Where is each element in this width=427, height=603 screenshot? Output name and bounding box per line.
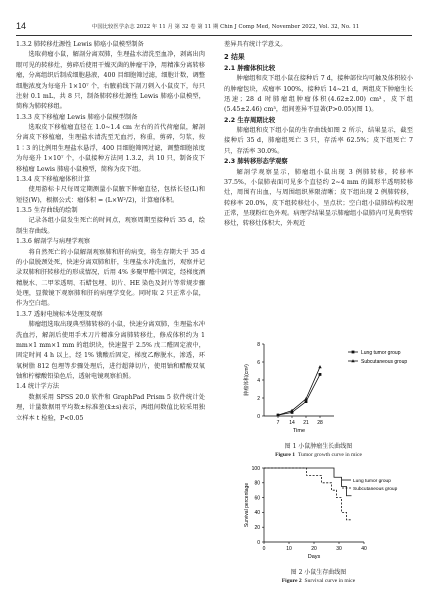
y-tick-label: 4 xyxy=(257,377,260,384)
x-tick-label: 10 xyxy=(286,546,292,552)
y-axis-label: 肿瘤体积(cm³) xyxy=(244,364,250,396)
data-point xyxy=(305,400,308,403)
paragraph: 选取荷瘤小鼠，解剖分离双肺，生理盐水清洗至血净，剥离出肉眼可见的转移灶，剪碎后使用干燥灭菌的肿瘤干净，用精准分离转移瘤，分离组织后制成细胞悬液，400 目细胞筛过滤，细胞计数，调整细胞浓度为每毫升 1×10⁷ 个，右腋前线下剖刀刺入小鼠皮下，每只注射 0.1 mL，共 8 只，制备肺转移灶源性 Lewis 肺癌小鼠模型，简称为肺转移组。 xyxy=(16,51,205,111)
paragraph: 肿瘤组和皮下组小鼠在接种后 7 d，接种部位均可触及体积较小的肿瘤包块，成瘤率 100%，接种后 14~21 d，两组皮下肿瘤生长迅速；28 d 时肺瘤组肿瘤体积(4.62±2.00) cm³，皮下组(5.45±2.46) cm³，组间差异不显著(P>0.05)(图 1)。 xyxy=(224,75,413,114)
section-heading: 1.3.6 解剖学与病理学观察 xyxy=(16,238,91,246)
x-tick-label: 0 xyxy=(262,546,266,552)
x-tick-label: 14 xyxy=(289,420,295,426)
figure-1-caption-cn: 图 1 小鼠肿瘤生长曲线图 xyxy=(284,443,353,450)
x-axis-label: Time xyxy=(292,428,306,434)
survival-line-2 xyxy=(264,468,352,520)
section-heading: 1.3.3 皮下移植瘤 Lewis 肺癌小鼠模型制备 xyxy=(16,113,138,121)
legend-marker xyxy=(352,351,355,354)
right-column xyxy=(224,40,413,230)
series-line-2 xyxy=(278,367,320,415)
paragraph: 数据采用 SPSS 20.0 软件和 GraphPad Prism 5 软件统计处理，计量数据用平均数±标准差(x̄±s)表示，两组间数值比较采用独立样本 t 检验，P<0.05 xyxy=(16,393,205,422)
header-rule xyxy=(16,35,412,36)
data-point xyxy=(319,373,322,376)
x-tick-label: 40 xyxy=(361,546,367,552)
legend-label: Lung tumor group xyxy=(353,478,391,484)
left-column xyxy=(16,40,205,424)
figure-1-label: Figure 1 xyxy=(275,452,296,458)
paragraph: 肺瘤组选取出现典型肺转移的小鼠，快速分离双肺，生理盐水冲洗血污，解剖后使用手术刀片精准分离肺转移灶，修成体积约为 1 mm×1 mm×1 mm 的组织块，快速置于 2.5% 戊二醛固定液中，固定时间 4 h 以上，经 1% 锇酸后固定，梯度乙醇脱水，渗透，环氧树脂 812 包埋等步骤处理后，进行超薄切片，使用铀和醋酸双氧铀和柠檬酸铅染色后，透射电镜观察拍照。 xyxy=(16,321,205,380)
y-tick-label: 40 xyxy=(254,510,260,517)
y-tick-label: 20 xyxy=(254,525,260,531)
x-tick-label: 30 xyxy=(336,546,342,552)
x-axis-label: Days xyxy=(307,554,321,560)
section-heading: 1.3.2 肺转移灶源性 Lewis 肺癌小鼠模型制备 xyxy=(16,41,144,48)
page-number: 14 xyxy=(16,21,27,31)
paragraph: 选取皮下移植瘤直径在 1.0~1.4 cm 左右的首代荷瘤鼠，解剖分离皮下移植瘤，生理盐水清洗至无血污，称重，剪碎，匀浆，按 1∶3 的比例用生理盐水悬浮，400 目细胞筛网过滤，调整细胞浓度为每毫升 1×10⁷ 个，小鼠接种方法同 1.3.2，共 10 只，制备皮下移植瘤 Lewis 肺癌小鼠模型，简称为皮下组。 xyxy=(16,124,205,173)
legend-label: Subcutaneous group xyxy=(361,358,408,365)
figure-2-caption-cn: 图 2 小鼠生存曲线图 xyxy=(290,569,347,576)
y-tick-label: 2 xyxy=(257,395,260,402)
section-heading: 2.1 肿瘤体积比较 xyxy=(224,64,276,72)
figure-2-caption-text: Survival curve in mice xyxy=(304,578,356,584)
y-tick-label: 8 xyxy=(257,341,260,348)
y-tick-label: 6 xyxy=(257,359,260,366)
section-heading: 1.3.5 生存曲线的绘制 xyxy=(16,207,78,214)
paragraph: 记录各组小鼠发生死亡的时间点，观察周期至接种后 35 d，绘制生存曲线。 xyxy=(16,217,205,235)
section-heading: 2.2 生存周期比较 xyxy=(224,116,276,124)
data-point xyxy=(318,365,321,368)
figure-2-caption-en xyxy=(224,577,413,585)
y-tick-label: 60 xyxy=(254,495,260,502)
x-tick-label: 21 xyxy=(303,420,309,426)
paragraph: 解剖学观察显示，肺瘤组小鼠出现 3 例肺转移，转移率 37.5%，小鼠肺表面可见多个直径约 2~4 mm 的圆形半透明转移灶，周围有出血，与周围组织界限清晰；皮下组出现 2 例肺转移，转移率 20.0%，皮下组转移灶小，呈点状；空白组小鼠肺结构纹理正常，呈现粉红色外观。病理学结果显示肺瘤组小鼠肺内可见典型转移灶，转移灶体积大，外观近 xyxy=(224,168,413,228)
figure-1 xyxy=(224,336,413,459)
x-tick-label: 7 xyxy=(276,420,280,426)
survival-chart xyxy=(224,460,413,564)
legend-label: Subcutaneous group xyxy=(353,486,398,492)
y-axis-label: Survival percentage xyxy=(244,482,250,528)
paragraph: 使用游标卡尺每周定期测量小鼠腋下肿瘤直径，包括长径(L)和短径(W)，根据公式：瘤体积 = (L×W²/2)，计算瘤体积。 xyxy=(16,186,205,204)
figure-1-caption-en xyxy=(224,451,413,459)
y-tick-label: 80 xyxy=(254,480,260,487)
section-heading: 2.3 肺转移形态学观察 xyxy=(224,158,288,166)
x-tick-label: 20 xyxy=(311,546,317,552)
y-tick-label: 100 xyxy=(251,465,260,472)
tumor-growth-chart xyxy=(224,336,413,438)
paragraph: 差异具有统计学意义。 xyxy=(224,41,287,48)
legend-label: Lung tumor group xyxy=(361,349,401,356)
figure-2-label: Figure 2 xyxy=(281,578,302,584)
journal-header: 中国比较医学杂志 2022 年 11 月 第 32 卷 第 11 期 Chin J Comp Med, November 2022, Vol. 32, No. 11 xyxy=(92,24,360,30)
paragraph: 将自然死亡的小鼠解剖观察肺和肝的病变，将生存期大于 35 d 的小鼠脱颈处死，快速分离双肺和肝，生理盐水冲洗血污，观察并记录双肺和肝转移灶的形成情况，后用 4% 多聚甲醛中固定，经梯度酒精脱水、二甲苯透明、石蜡包埋、切片、HE 染色及封片等常规步骤处理，显微镜下观察肺和肝的病理学变化。同时取 2 只正常小鼠，作为空白组。 xyxy=(16,248,205,308)
y-tick-label: 0 xyxy=(257,413,260,420)
section-heading: 1.3.7 透射电镜标本处理及观察 xyxy=(16,310,103,318)
figure-2 xyxy=(224,460,413,585)
figure-1-caption-text: Tumor growth curve in mice xyxy=(297,452,362,458)
x-tick-label: 28 xyxy=(317,420,323,426)
section-heading: 2 结果 xyxy=(224,53,245,62)
section-heading: 1.4 统计学方法 xyxy=(16,383,60,391)
y-tick-label: 0 xyxy=(257,539,260,546)
section-heading: 1.3.4 皮下移植瘤体积计算 xyxy=(16,175,91,183)
paragraph: 肺瘤组和皮下组小鼠的生存曲线如图 2 所示，结果显示，截至接种后 35 d，肺瘤组死亡 3 只，存活率 62.5%；皮下组死亡 7 只，存活率 30.0%。 xyxy=(224,127,413,155)
survival-line-1 xyxy=(264,468,352,496)
